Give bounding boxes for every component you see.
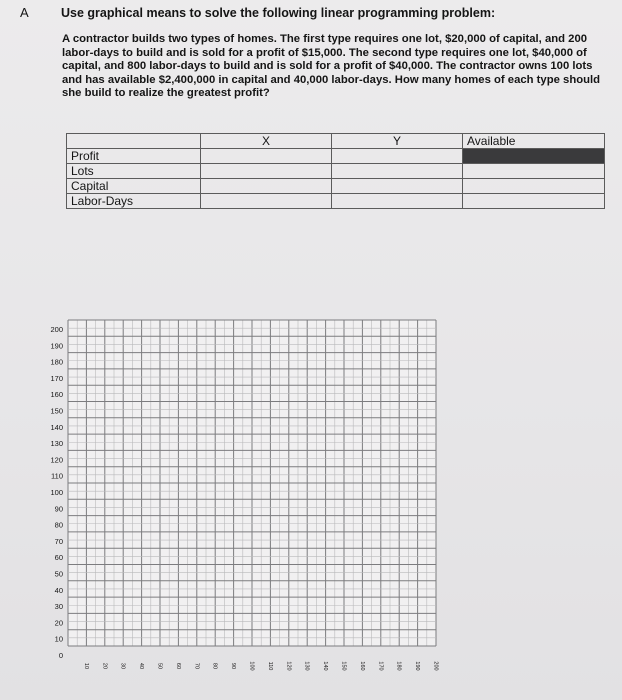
x-axis-tick-label: 200: [432, 661, 439, 671]
x-axis-tick-label: 180: [395, 661, 402, 671]
problem-line: and has available $2,400,000 in capital and 40,000 labor-days. How many homes of each type should: [62, 73, 601, 86]
y-axis-tick-label: 170: [50, 373, 63, 383]
y-axis-tick-label: 60: [54, 553, 63, 563]
y-axis-tick-label: 110: [51, 471, 63, 481]
y-axis-tick-label: 140: [50, 422, 63, 432]
x-axis-tick-label: 80: [211, 662, 218, 670]
y-axis-tick-label: 190: [50, 341, 63, 351]
row-label-profit: Profit: [67, 149, 201, 164]
problem-line: she build to realize the greatest profit?: [62, 87, 270, 100]
column-header-x: X: [201, 134, 332, 149]
x-axis-tick-label: 100: [248, 661, 255, 671]
y-axis-tick-label: 80: [54, 520, 63, 530]
question-heading: Use graphical means to solve the following linear programming problem:: [61, 6, 496, 20]
x-axis-tick-label: 150: [340, 661, 347, 671]
x-axis-tick-label: 90: [230, 662, 237, 670]
y-axis-tick-label: 180: [50, 357, 63, 367]
y-axis-tick-label: 0: [58, 651, 63, 660]
x-axis-tick-label: 20: [101, 662, 108, 670]
section-letter: A: [20, 5, 29, 20]
problem-line: A contractor builds two types of homes. The first type requires one lot, $20,000 of capital, and 200: [62, 33, 588, 45]
y-axis-tick-label: 70: [54, 536, 63, 546]
x-axis-tick-label: 70: [193, 662, 200, 670]
x-axis-tick-label: 10: [82, 662, 89, 670]
y-axis-tick-label: 10: [54, 634, 63, 644]
problem-line: capital, and 800 labor-days to build and is sold for a profit of $40,000. The contractor owns 100 lots: [62, 60, 593, 73]
y-axis-tick-label: 30: [54, 602, 63, 612]
y-axis-tick-label: 200: [50, 325, 63, 334]
x-axis-tick-label: 120: [285, 661, 292, 671]
y-axis-tick-label: 90: [54, 504, 63, 514]
x-axis-tick-label: 190: [414, 661, 421, 671]
x-axis-tick-label: 160: [358, 661, 365, 671]
x-axis-tick-label: 30: [119, 662, 126, 670]
y-axis-tick-label: 40: [54, 585, 63, 595]
x-axis-tick-label: 140: [322, 661, 329, 671]
row-label-capital: Capital: [67, 179, 201, 194]
column-header-y: Y: [332, 134, 463, 149]
x-axis-tick-label: 110: [266, 661, 273, 671]
y-axis-tick-label: 120: [50, 455, 63, 465]
x-axis-tick-label: 170: [377, 661, 384, 671]
y-axis-tick-label: 100: [50, 488, 63, 497]
y-axis-tick-label: 160: [50, 390, 63, 400]
x-axis-tick-label: 130: [303, 661, 310, 671]
row-label-lots: Lots: [67, 164, 201, 179]
row-label-labor-days: Labor-Days: [67, 194, 201, 209]
y-axis-tick-label: 150: [50, 406, 63, 416]
problem-line: labor-days to build and is sold for a profit of $15,000. The second type requires one lot, $40,000 of: [62, 46, 587, 59]
column-header-available: Available: [463, 134, 605, 149]
y-axis-tick-label: 20: [54, 618, 63, 628]
y-axis-tick-label: 50: [54, 569, 63, 579]
x-axis-tick-label: 40: [138, 662, 145, 670]
x-axis-tick-label: 50: [156, 662, 163, 670]
y-axis-tick-label: 130: [50, 439, 63, 449]
x-axis-tick-label: 60: [174, 662, 181, 670]
